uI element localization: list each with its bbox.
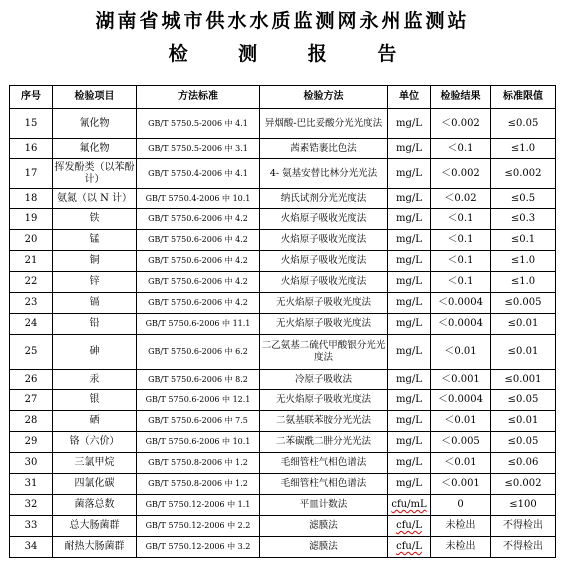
col-header-method: 检验方法 — [260, 86, 388, 109]
table-row — [10, 189, 556, 209]
cell-result: ＜0.0004 — [431, 293, 491, 314]
cell-unit: mg/L — [388, 411, 431, 432]
cell-result: ＜0.001 — [431, 474, 491, 495]
table-row — [10, 370, 556, 390]
cell-standard: GB/T 5750.6-2006 中 4.2 — [137, 293, 260, 314]
results-table — [9, 85, 556, 558]
cell-no: 23 — [10, 293, 53, 314]
cell-no: 27 — [10, 390, 53, 411]
cell-standard: GB/T 5750.4-2006 中 10.1 — [137, 189, 260, 209]
cell-result: ＜0.01 — [431, 453, 491, 474]
table-row — [10, 293, 556, 314]
cell-standard: GB/T 5750.6-2006 中 7.5 — [137, 411, 260, 432]
cell-item: 汞 — [53, 370, 137, 390]
table-row — [10, 474, 556, 495]
col-header-limit: 标准限值 — [491, 86, 556, 109]
cell-no: 33 — [10, 516, 53, 537]
cell-unit: mg/L — [388, 209, 431, 230]
cell-unit: mg/L — [388, 474, 431, 495]
cell-item: 锰 — [53, 230, 137, 251]
table-row — [10, 272, 556, 293]
cell-no: 30 — [10, 453, 53, 474]
cell-limit: ≤1.0 — [491, 139, 556, 159]
cell-result: ＜0.02 — [431, 189, 491, 209]
cell-method: 二苯碳酰二肼分光光法 — [260, 432, 388, 453]
table-row — [10, 159, 556, 189]
cell-limit: ≤0.01 — [491, 335, 556, 370]
cell-standard: GB/T 5750.5-2006 中 4.1 — [137, 109, 260, 139]
cell-standard: GB/T 5750.12-2006 中 3.2 — [137, 537, 260, 558]
cell-standard: GB/T 5750.6-2006 中 4.2 — [137, 272, 260, 293]
cell-limit: ≤1.0 — [491, 272, 556, 293]
cell-unit: mg/L — [388, 314, 431, 335]
cell-result: ＜0.1 — [431, 139, 491, 159]
cell-result: ＜0.1 — [431, 251, 491, 272]
col-header-no: 序号 — [10, 86, 53, 109]
table-row — [10, 432, 556, 453]
cell-unit: mg/L — [388, 293, 431, 314]
cell-unit: mg/L — [388, 432, 431, 453]
cell-item: 铜 — [53, 251, 137, 272]
cell-result: ＜0.005 — [431, 432, 491, 453]
cell-item: 铅 — [53, 314, 137, 335]
cell-no: 26 — [10, 370, 53, 390]
cell-no: 21 — [10, 251, 53, 272]
cell-method: 毛细管柱气相色谱法 — [260, 453, 388, 474]
table-row — [10, 390, 556, 411]
col-header-unit: 单位 — [388, 86, 431, 109]
cell-standard: GB/T 5750.8-2006 中 1.2 — [137, 453, 260, 474]
cell-unit: mg/L — [388, 109, 431, 139]
cell-standard: GB/T 5750.12-2006 中 1.1 — [137, 495, 260, 516]
cell-no: 15 — [10, 109, 53, 139]
table-row — [10, 335, 556, 370]
cell-unit: mg/L — [388, 272, 431, 293]
cell-item: 菌落总数 — [53, 495, 137, 516]
cell-item: 银 — [53, 390, 137, 411]
cell-method: 火焰原子吸收光度法 — [260, 251, 388, 272]
cell-item: 砷 — [53, 335, 137, 370]
cell-result: ＜0.0004 — [431, 314, 491, 335]
table-row — [10, 516, 556, 537]
cell-limit: ≤0.01 — [491, 314, 556, 335]
table-row — [10, 314, 556, 335]
cell-limit: ≤0.1 — [491, 230, 556, 251]
cell-no: 31 — [10, 474, 53, 495]
cell-limit: 不得检出 — [491, 516, 556, 537]
cell-no: 19 — [10, 209, 53, 230]
cell-result: ＜0.1 — [431, 272, 491, 293]
cell-result: ＜0.01 — [431, 335, 491, 370]
cell-result: ＜0.002 — [431, 109, 491, 139]
cell-no: 34 — [10, 537, 53, 558]
cell-limit: ≤0.5 — [491, 189, 556, 209]
cell-method: 4- 氨基安替比林分光光法 — [260, 159, 388, 189]
table-row — [10, 230, 556, 251]
cell-unit: mg/L — [388, 139, 431, 159]
cell-item: 锌 — [53, 272, 137, 293]
cell-standard: GB/T 5750.5-2006 中 3.1 — [137, 139, 260, 159]
unit-text: cfu/mL — [391, 499, 427, 510]
cell-unit: mg/L — [388, 453, 431, 474]
cell-result: ＜0.002 — [431, 159, 491, 189]
cell-result: ＜0.1 — [431, 230, 491, 251]
cell-unit — [388, 516, 431, 537]
cell-unit: mg/L — [388, 335, 431, 370]
cell-standard: GB/T 5750.4-2006 中 4.1 — [137, 159, 260, 189]
cell-no: 20 — [10, 230, 53, 251]
cell-limit: ≤0.002 — [491, 474, 556, 495]
cell-method: 火焰原子吸收光度法 — [260, 209, 388, 230]
cell-no: 29 — [10, 432, 53, 453]
cell-limit: ≤0.01 — [491, 411, 556, 432]
cell-standard: GB/T 5750.6-2006 中 10.1 — [137, 432, 260, 453]
cell-result: 未检出 — [431, 537, 491, 558]
cell-item: 铁 — [53, 209, 137, 230]
cell-method: 火焰原子吸收光度法 — [260, 272, 388, 293]
cell-item: 四氯化碳 — [53, 474, 137, 495]
cell-result: ＜0.001 — [431, 370, 491, 390]
cell-method: 无火焰原子吸收光度法 — [260, 314, 388, 335]
cell-item: 氰化物 — [53, 109, 137, 139]
cell-unit: mg/L — [388, 189, 431, 209]
cell-item: 硒 — [53, 411, 137, 432]
cell-method: 毛细管柱气相色谱法 — [260, 474, 388, 495]
cell-unit — [388, 537, 431, 558]
cell-limit: ≤0.005 — [491, 293, 556, 314]
cell-method: 异烟酸-巴比妥酸分光光度法 — [260, 109, 388, 139]
table-row — [10, 537, 556, 558]
cell-standard: GB/T 5750.6-2006 中 11.1 — [137, 314, 260, 335]
cell-result: 未检出 — [431, 516, 491, 537]
cell-standard: GB/T 5750.6-2006 中 4.2 — [137, 209, 260, 230]
cell-unit: mg/L — [388, 370, 431, 390]
cell-standard: GB/T 5750.6-2006 中 6.2 — [137, 335, 260, 370]
cell-limit: ≤1.0 — [491, 251, 556, 272]
cell-limit: ≤0.3 — [491, 209, 556, 230]
cell-no: 22 — [10, 272, 53, 293]
unit-text: cfu/L — [396, 520, 422, 531]
cell-result: ＜0.0004 — [431, 390, 491, 411]
cell-item: 三氯甲烷 — [53, 453, 137, 474]
cell-item: 总大肠菌群 — [53, 516, 137, 537]
cell-result: ＜0.01 — [431, 411, 491, 432]
cell-item: 挥发酚类（以苯酚计） — [53, 159, 137, 189]
cell-method: 滤膜法 — [260, 516, 388, 537]
cell-method: 无火焰原子吸收光度法 — [260, 390, 388, 411]
cell-method: 茜素锆裹比色法 — [260, 139, 388, 159]
cell-limit: ≤0.05 — [491, 109, 556, 139]
cell-method: 火焰原子吸收光度法 — [260, 230, 388, 251]
cell-limit: ≤0.05 — [491, 432, 556, 453]
cell-standard: GB/T 5750.6-2006 中 8.2 — [137, 370, 260, 390]
report-title: 检 测 报 告 — [168, 43, 419, 65]
cell-item: 铬（六价） — [53, 432, 137, 453]
cell-unit: mg/L — [388, 230, 431, 251]
cell-result: 0 — [431, 495, 491, 516]
cell-method: 纳氏试剂分光光度法 — [260, 189, 388, 209]
cell-limit: ≤0.06 — [491, 453, 556, 474]
cell-standard: GB/T 5750.6-2006 中 4.2 — [137, 251, 260, 272]
cell-method: 滤膜法 — [260, 537, 388, 558]
cell-item: 氨氮（以 N 计） — [53, 189, 137, 209]
cell-no: 32 — [10, 495, 53, 516]
cell-limit: ≤0.05 — [491, 390, 556, 411]
cell-no: 16 — [10, 139, 53, 159]
cell-unit: mg/L — [388, 251, 431, 272]
report-org-title: 湖南省城市供水水质监测网永州监测站 — [95, 10, 470, 32]
cell-unit: mg/L — [388, 390, 431, 411]
table-body — [10, 109, 556, 558]
col-header-item: 检验项目 — [53, 86, 137, 109]
col-header-result: 检验结果 — [431, 86, 491, 109]
table-row — [10, 139, 556, 159]
unit-text: cfu/L — [396, 541, 422, 552]
table-row — [10, 411, 556, 432]
cell-unit: mg/L — [388, 159, 431, 189]
table-row — [10, 251, 556, 272]
cell-item: 耐热大肠菌群 — [53, 537, 137, 558]
table-header-row — [10, 86, 556, 109]
table-row — [10, 453, 556, 474]
cell-no: 17 — [10, 159, 53, 189]
cell-result: ＜0.1 — [431, 209, 491, 230]
cell-no: 24 — [10, 314, 53, 335]
col-header-standard: 方法标准 — [137, 86, 260, 109]
cell-item: 氟化物 — [53, 139, 137, 159]
cell-standard: GB/T 5750.8-2006 中 1.2 — [137, 474, 260, 495]
cell-limit: ≤0.002 — [491, 159, 556, 189]
cell-limit: ≤0.001 — [491, 370, 556, 390]
cell-no: 18 — [10, 189, 53, 209]
cell-no: 25 — [10, 335, 53, 370]
cell-standard: GB/T 5750.6-2006 中 12.1 — [137, 390, 260, 411]
cell-limit: 不得检出 — [491, 537, 556, 558]
cell-limit: ≤100 — [491, 495, 556, 516]
cell-method: 平皿计数法 — [260, 495, 388, 516]
cell-standard: GB/T 5750.6-2006 中 4.2 — [137, 230, 260, 251]
cell-no: 28 — [10, 411, 53, 432]
cell-method: 二乙氨基二硫代甲酸银分光光度法 — [260, 335, 388, 370]
table-row — [10, 495, 556, 516]
cell-standard: GB/T 5750.12-2006 中 2.2 — [137, 516, 260, 537]
cell-unit — [388, 495, 431, 516]
cell-item: 镉 — [53, 293, 137, 314]
cell-method: 无火焰原子吸收光度法 — [260, 293, 388, 314]
cell-method: 二氨基联苯胺分光光法 — [260, 411, 388, 432]
cell-method: 冷原子吸收法 — [260, 370, 388, 390]
table-row — [10, 209, 556, 230]
table-row — [10, 109, 556, 139]
